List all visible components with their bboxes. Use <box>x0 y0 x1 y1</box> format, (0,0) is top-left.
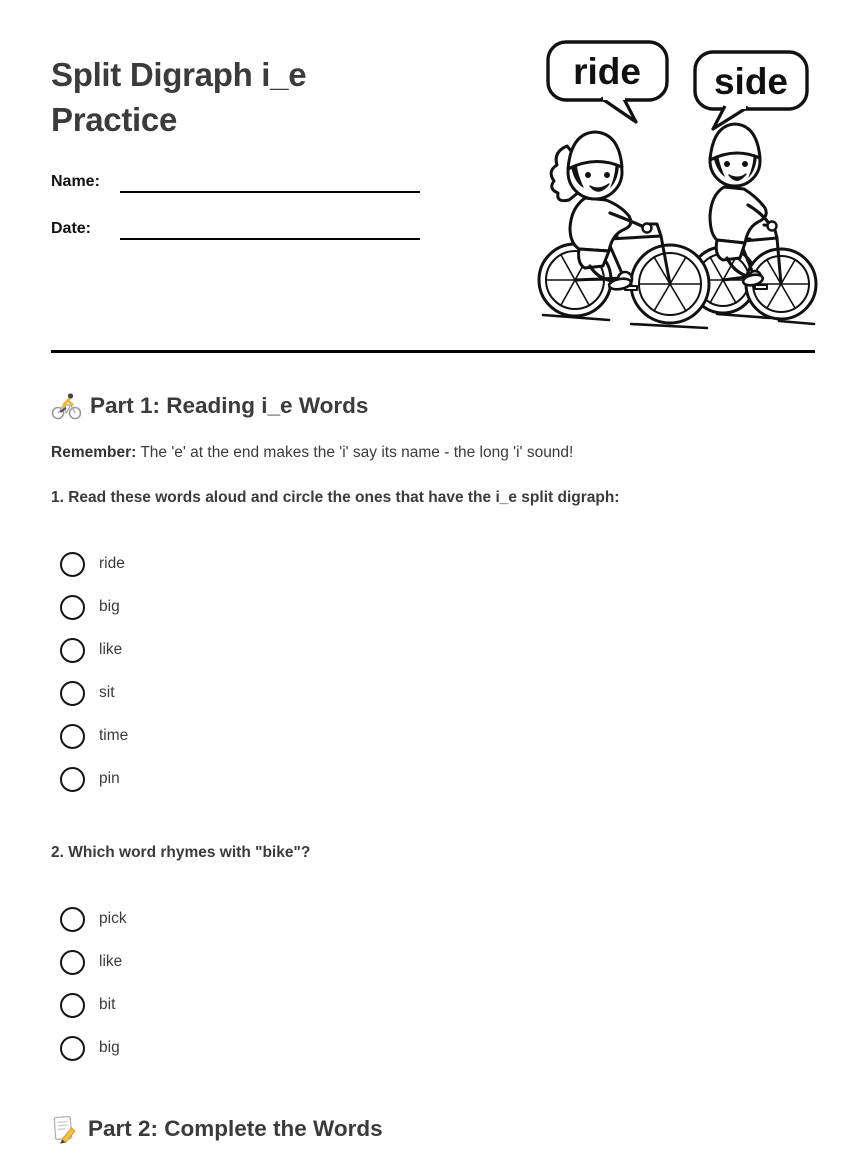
option-row <box>51 681 815 705</box>
question2-prompt: 2. Which word rhymes with "bike"? <box>51 844 311 861</box>
option-row <box>51 638 815 662</box>
part1-heading-text: Part 1: Reading i_e Words <box>90 393 369 418</box>
radio-circle[interactable] <box>60 552 85 577</box>
radio-circle[interactable] <box>60 907 85 932</box>
radio-circle[interactable] <box>60 993 85 1018</box>
option-label: bit <box>99 996 116 1013</box>
date-label: Date: <box>51 220 92 237</box>
person-biking-icon <box>51 392 81 420</box>
radio-circle[interactable] <box>60 950 85 975</box>
radio-circle[interactable] <box>60 1036 85 1061</box>
question2-options <box>51 907 815 1060</box>
girl-and-bike <box>539 132 709 323</box>
option-label: big <box>99 1039 120 1056</box>
remember-text: The 'e' at the end makes the 'i' say its name - the long 'i' sound! <box>140 444 574 461</box>
option-label: sit <box>99 684 115 701</box>
date-input-line[interactable] <box>120 218 420 240</box>
option-row <box>51 950 815 974</box>
part2-heading <box>51 1113 815 1145</box>
option-label: pin <box>99 770 120 787</box>
speech-bubble-ride <box>548 42 667 122</box>
kids-riding-bikes-illustration <box>527 28 819 330</box>
question1-options <box>51 552 815 791</box>
option-row <box>51 767 815 791</box>
bubble-word-side: side <box>713 61 789 102</box>
option-label: pick <box>99 910 127 927</box>
page-title: Split Digraph i_e Practice <box>51 56 307 138</box>
question1-prompt: 1. Read these words aloud and circle the ones that have the i_e split digraph: <box>51 489 620 506</box>
section-divider <box>51 350 815 353</box>
option-row <box>51 724 815 748</box>
radio-circle[interactable] <box>60 724 85 749</box>
option-row <box>51 993 815 1017</box>
option-row <box>51 552 815 576</box>
radio-circle[interactable] <box>60 681 85 706</box>
part1-heading <box>51 390 815 422</box>
option-row <box>51 907 815 931</box>
part2-heading-text: Part 2: Complete the Words <box>88 1116 383 1141</box>
remember-note <box>51 442 815 463</box>
radio-circle[interactable] <box>60 595 85 620</box>
name-input-line[interactable] <box>120 171 420 193</box>
option-row <box>51 1036 815 1060</box>
name-label: Name: <box>51 173 100 190</box>
option-label: big <box>99 598 120 615</box>
remember-label: Remember: <box>51 444 137 461</box>
option-label: time <box>99 727 129 744</box>
speech-bubble-side <box>695 52 807 129</box>
bubble-word-ride: ride <box>573 51 641 92</box>
radio-circle[interactable] <box>60 638 85 663</box>
memo-pencil-icon <box>51 1115 79 1144</box>
option-row <box>51 595 815 619</box>
option-label: like <box>99 953 123 970</box>
radio-circle[interactable] <box>60 767 85 792</box>
option-label: ride <box>99 555 125 572</box>
option-label: like <box>99 641 123 658</box>
